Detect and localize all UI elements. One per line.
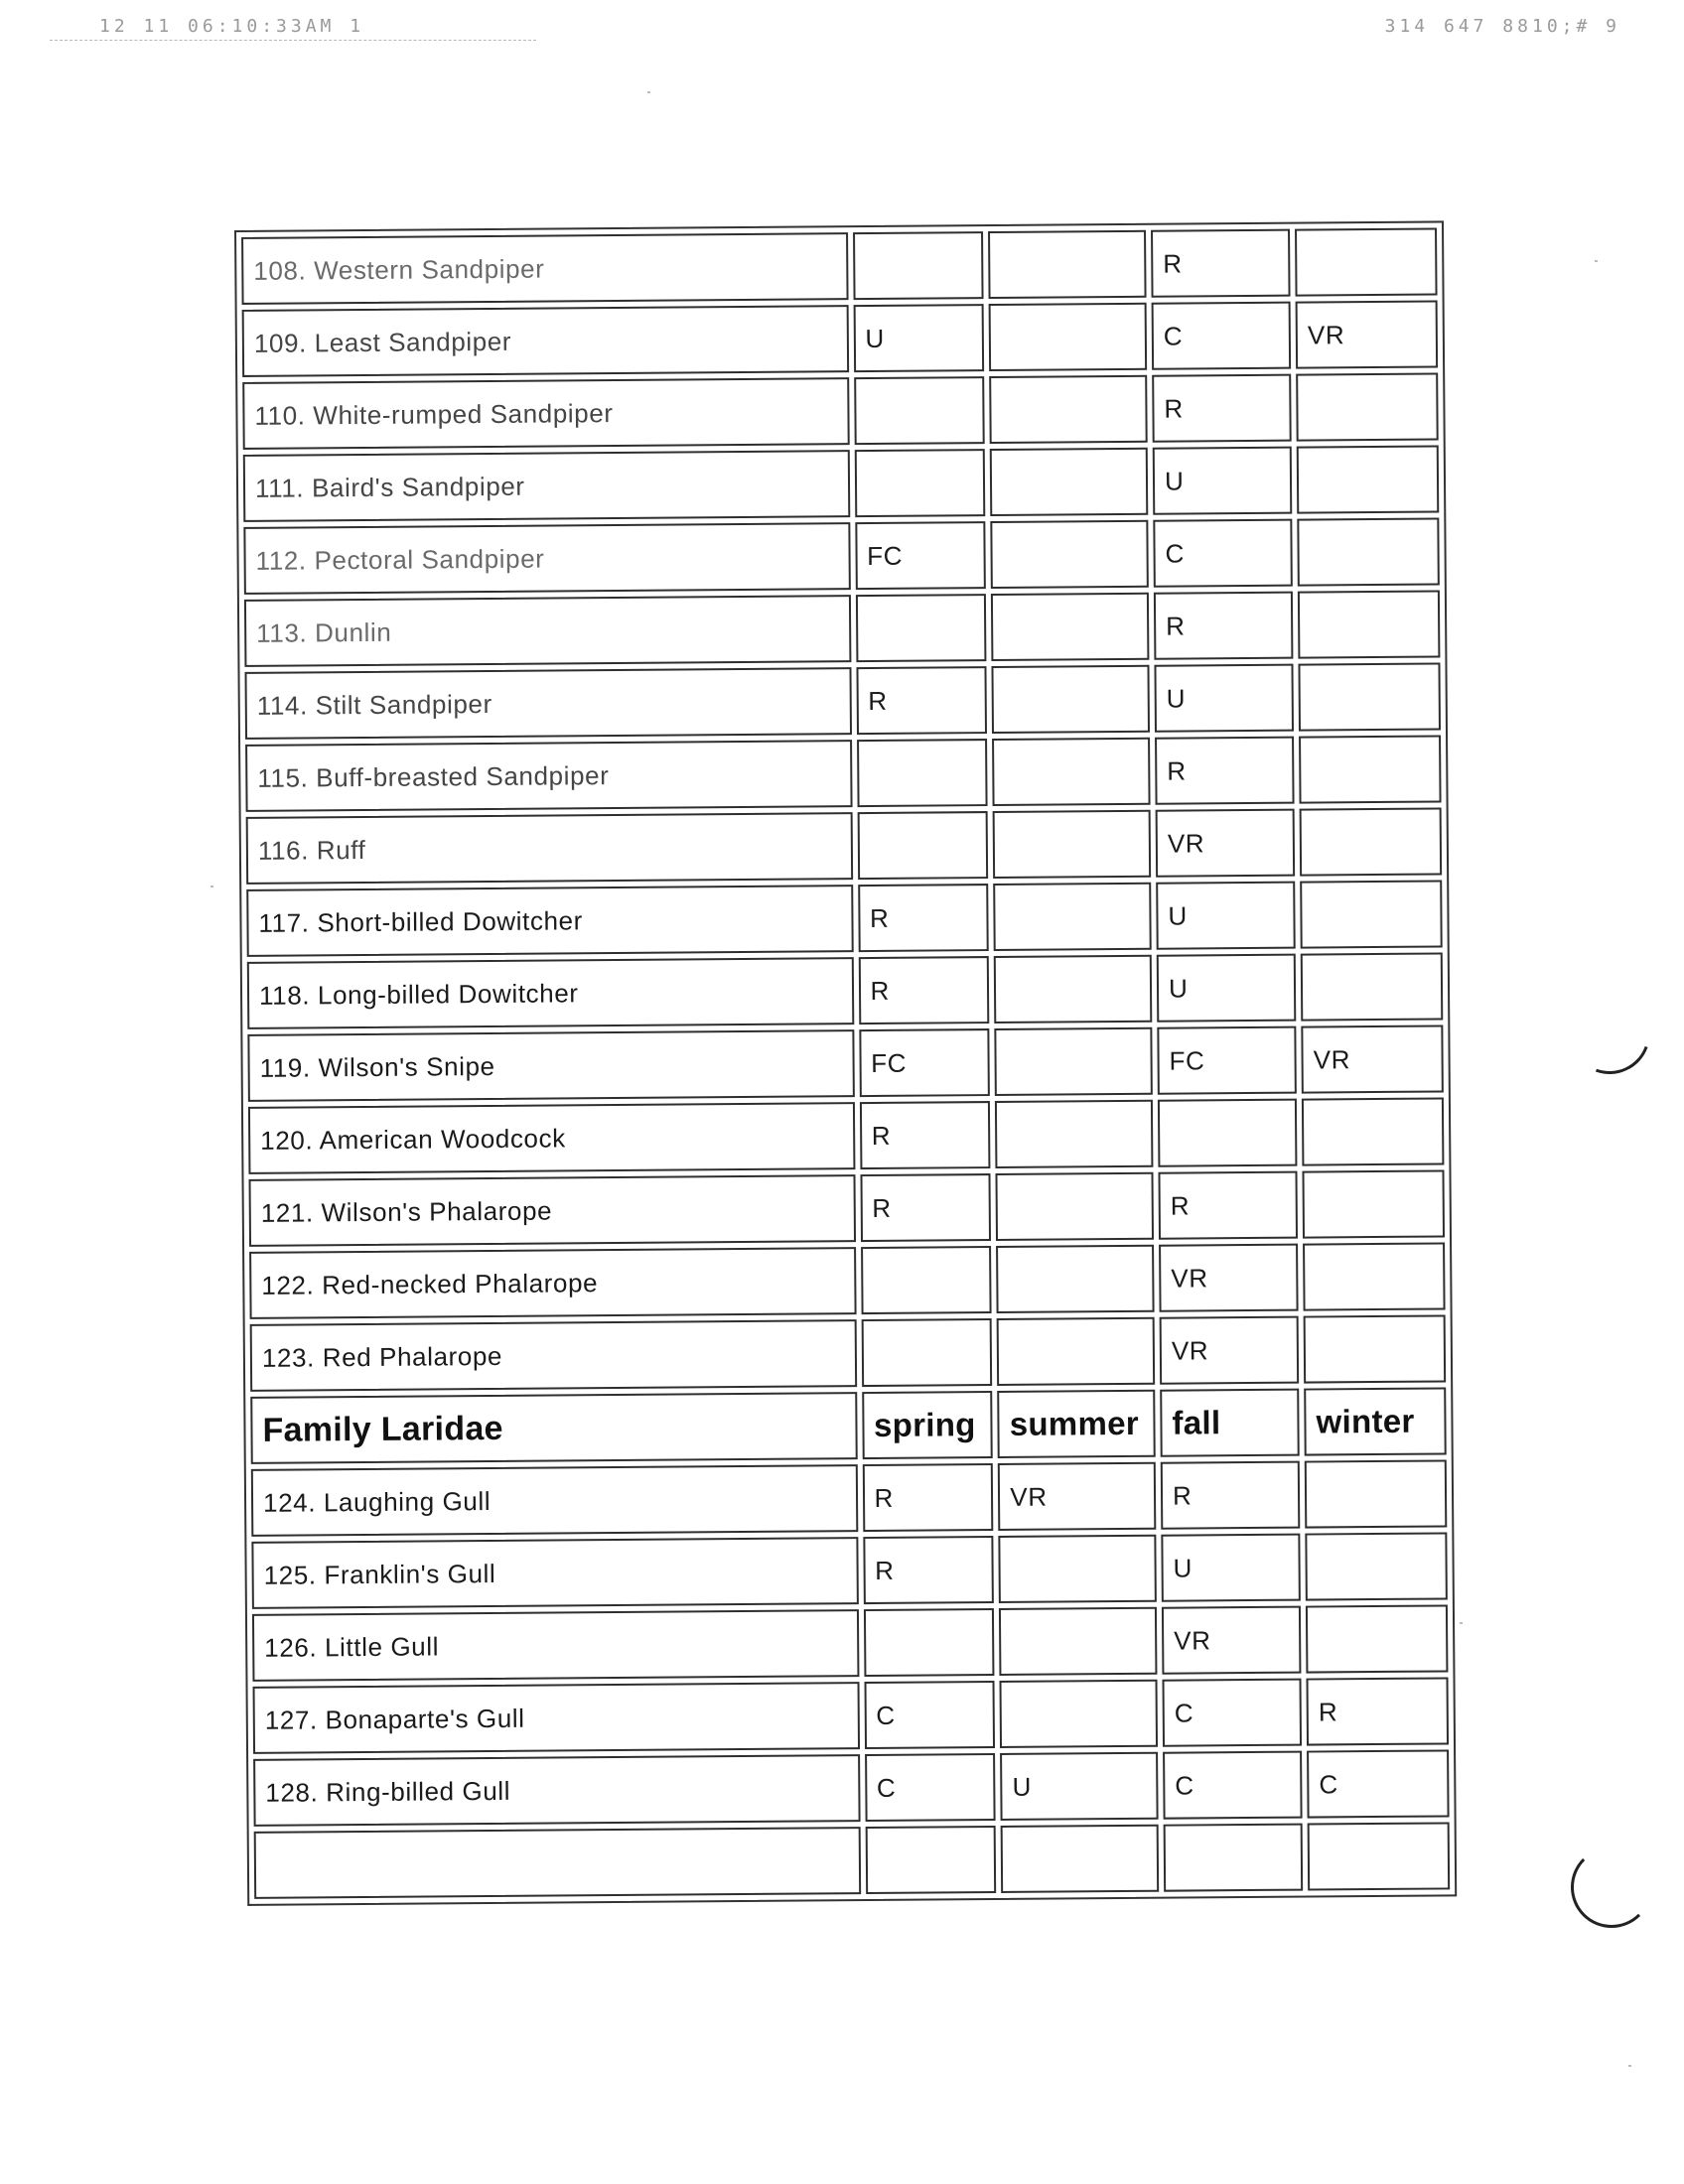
winter-status: C xyxy=(1307,1749,1449,1818)
summer-status xyxy=(999,1535,1157,1603)
summer-status xyxy=(996,1245,1154,1313)
species-name xyxy=(254,1827,861,1899)
winter-status xyxy=(1301,952,1443,1021)
family-header-row xyxy=(250,1387,1446,1463)
species-name: 115. Buff-breasted Sandpiper xyxy=(245,740,852,812)
summer-status xyxy=(1000,1680,1158,1748)
table-row xyxy=(250,1314,1446,1391)
table-row xyxy=(247,952,1443,1028)
summer-status xyxy=(992,738,1150,806)
winter-status xyxy=(1305,1459,1447,1528)
bird-checklist-table xyxy=(234,220,1457,1906)
fall-status: R xyxy=(1152,374,1292,443)
summer-status xyxy=(993,883,1151,951)
table-row xyxy=(249,1242,1445,1318)
spring-status: R xyxy=(860,1173,991,1242)
species-name: 125. Franklin's Gull xyxy=(251,1537,858,1609)
fall-status: C xyxy=(1152,302,1292,370)
winter-status xyxy=(1306,1604,1448,1673)
table-row xyxy=(247,1024,1443,1101)
species-name: 126. Little Gull xyxy=(252,1609,859,1682)
spring-status xyxy=(855,594,986,662)
table-row xyxy=(241,227,1437,304)
winter-status xyxy=(1304,1314,1446,1383)
column-header-fall: fall xyxy=(1160,1389,1300,1457)
fall-status: R xyxy=(1158,1171,1298,1240)
species-name: 119. Wilson's Snipe xyxy=(247,1029,854,1102)
winter-status xyxy=(1296,372,1438,441)
spring-status xyxy=(863,1608,994,1677)
spring-status xyxy=(854,449,985,517)
fall-status: VR xyxy=(1162,1606,1302,1675)
fax-header-rule xyxy=(50,40,536,41)
fax-header-timestamp: 12 11 06:10:33AM 1 xyxy=(99,16,365,37)
summer-status xyxy=(991,593,1149,661)
winter-status: VR xyxy=(1301,1024,1443,1093)
winter-status xyxy=(1295,227,1437,296)
winter-status xyxy=(1297,517,1439,586)
table-row xyxy=(253,1677,1449,1753)
summer-status xyxy=(994,955,1152,1024)
fall-status: R xyxy=(1155,737,1295,805)
spring-status: FC xyxy=(859,1028,990,1097)
fall-status: C xyxy=(1163,1751,1303,1820)
summer-status: U xyxy=(1000,1752,1158,1821)
fall-status: U xyxy=(1157,954,1297,1023)
summer-status xyxy=(993,810,1151,879)
scan-speck xyxy=(1460,1622,1463,1624)
scan-speck xyxy=(1595,260,1598,262)
summer-status xyxy=(989,303,1147,371)
species-name: 121. Wilson's Phalarope xyxy=(249,1174,856,1247)
species-name: 127. Bonaparte's Gull xyxy=(253,1682,860,1754)
table-row xyxy=(251,1532,1447,1608)
summer-status xyxy=(989,375,1147,444)
species-name: 113. Dunlin xyxy=(244,595,851,667)
scan-speck xyxy=(210,886,213,887)
species-name: 114. Stilt Sandpiper xyxy=(244,667,851,740)
winter-status xyxy=(1300,807,1442,876)
column-header-summer: summer xyxy=(997,1390,1155,1458)
fall-status: R xyxy=(1151,229,1291,298)
spring-status: R xyxy=(856,666,987,735)
table-row xyxy=(242,372,1438,449)
summer-status xyxy=(992,665,1150,734)
spring-status xyxy=(857,811,988,880)
species-name: 122. Red-necked Phalarope xyxy=(249,1247,856,1319)
column-header-spring: spring xyxy=(862,1391,993,1459)
fax-header-number: 314 647 8810;# 9 xyxy=(1384,16,1620,37)
species-name: 124. Laughing Gull xyxy=(251,1464,858,1537)
spring-status: U xyxy=(853,304,984,372)
spring-status xyxy=(853,231,984,300)
species-name: 109. Least Sandpiper xyxy=(242,305,849,377)
summer-status xyxy=(991,520,1149,589)
spring-status xyxy=(861,1318,992,1387)
table-row xyxy=(251,1459,1447,1536)
summer-status xyxy=(995,1027,1153,1096)
fall-status: FC xyxy=(1157,1026,1297,1095)
species-name: 108. Western Sandpiper xyxy=(241,232,848,305)
spring-status: C xyxy=(865,1753,996,1822)
winter-status xyxy=(1298,590,1440,658)
species-name: 116. Ruff xyxy=(246,812,853,885)
punch-hole-mark xyxy=(1571,1846,1652,1928)
table-row xyxy=(243,517,1439,594)
species-name: 110. White-rumped Sandpiper xyxy=(242,377,849,450)
winter-status xyxy=(1308,1822,1450,1890)
summer-status xyxy=(1001,1825,1159,1893)
column-header-winter: winter xyxy=(1304,1387,1446,1455)
punch-hole-mark xyxy=(1556,980,1664,1088)
spring-status: R xyxy=(858,884,989,952)
table-row xyxy=(242,300,1438,376)
table-row xyxy=(244,662,1440,739)
table-row xyxy=(252,1604,1448,1681)
species-name: 128. Ring-billed Gull xyxy=(253,1754,860,1827)
fall-status: VR xyxy=(1159,1244,1299,1312)
species-name: 112. Pectoral Sandpiper xyxy=(243,522,850,595)
winter-status xyxy=(1299,662,1441,731)
fall-status: U xyxy=(1153,447,1293,515)
summer-status xyxy=(995,1100,1153,1168)
empty-table-row xyxy=(254,1822,1450,1898)
species-name: 123. Red Phalarope xyxy=(250,1319,857,1392)
table-row xyxy=(246,807,1442,884)
summer-status xyxy=(999,1607,1157,1676)
spring-status: FC xyxy=(855,521,986,590)
summer-status: VR xyxy=(998,1462,1156,1531)
scan-speck xyxy=(647,91,650,93)
spring-status: R xyxy=(863,1536,994,1604)
winter-status xyxy=(1299,735,1441,803)
spring-status: R xyxy=(859,1101,990,1169)
fall-status: C xyxy=(1162,1679,1302,1747)
table-row xyxy=(245,735,1441,811)
spring-status xyxy=(865,1826,996,1894)
spring-status xyxy=(861,1246,992,1314)
fall-status xyxy=(1158,1099,1298,1167)
spring-status: R xyxy=(858,956,989,1024)
summer-status xyxy=(990,448,1148,516)
spring-status xyxy=(857,739,988,807)
table-row xyxy=(248,1097,1444,1173)
species-name: 111. Baird's Sandpiper xyxy=(243,450,850,522)
winter-status xyxy=(1303,1242,1445,1310)
fall-status: R xyxy=(1161,1461,1301,1530)
spring-status xyxy=(854,376,985,445)
table-row xyxy=(246,880,1442,956)
winter-status: R xyxy=(1307,1677,1449,1745)
table-row xyxy=(249,1169,1445,1246)
fall-status: U xyxy=(1154,664,1294,733)
fall-status: R xyxy=(1154,592,1294,660)
fall-status: VR xyxy=(1160,1316,1300,1385)
table-row xyxy=(253,1749,1449,1826)
summer-status xyxy=(988,230,1146,299)
species-name: 117. Short-billed Dowitcher xyxy=(246,885,853,957)
fall-status: U xyxy=(1161,1534,1301,1602)
fall-status: C xyxy=(1153,519,1293,588)
species-name: 120. American Woodcock xyxy=(248,1102,855,1174)
table-row xyxy=(243,445,1439,521)
summer-status xyxy=(996,1172,1154,1241)
winter-status xyxy=(1300,880,1442,948)
winter-status xyxy=(1302,1097,1444,1165)
fall-status: VR xyxy=(1156,809,1296,878)
winter-status: VR xyxy=(1296,300,1438,368)
summer-status xyxy=(997,1317,1155,1386)
table-row xyxy=(244,590,1440,666)
scan-speck xyxy=(1628,2065,1631,2067)
winter-status xyxy=(1303,1169,1445,1238)
spring-status: C xyxy=(864,1681,995,1749)
fall-status xyxy=(1164,1824,1304,1892)
spring-status: R xyxy=(862,1463,993,1532)
winter-status xyxy=(1297,445,1439,513)
fall-status: U xyxy=(1156,882,1296,950)
species-name: 118. Long-billed Dowitcher xyxy=(247,957,854,1029)
family-title: Family Laridae xyxy=(250,1392,857,1464)
winter-status xyxy=(1305,1532,1447,1600)
